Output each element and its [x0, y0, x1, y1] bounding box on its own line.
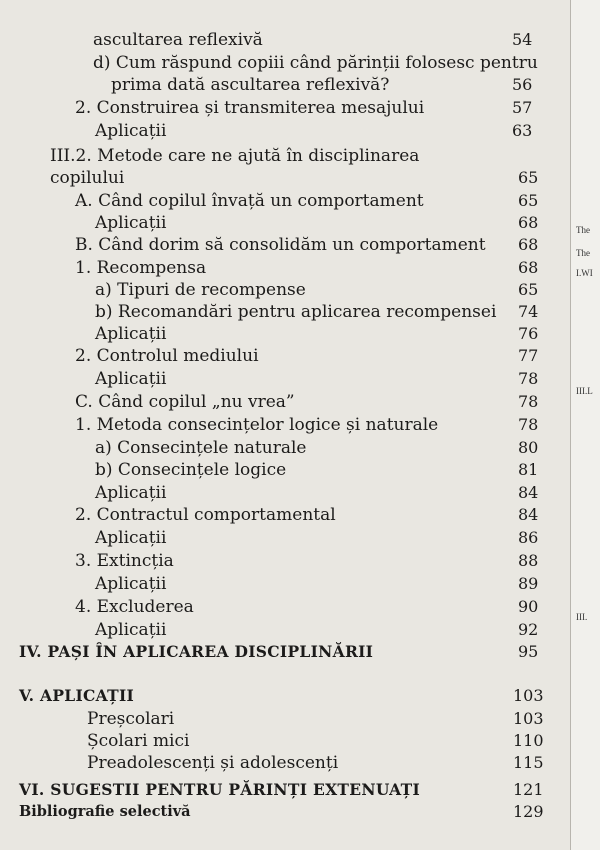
toc-entry-label: Aplicații	[95, 121, 167, 141]
toc-entry-label: Aplicații	[95, 324, 167, 344]
toc-chapter-page: 95	[518, 642, 539, 661]
toc-entry	[0, 595, 550, 619]
toc-entry	[0, 572, 550, 596]
toc-entry-label: A. Când copilul învață un comportament	[75, 191, 424, 211]
toc-entry-label: Bibliografie selectivă	[19, 803, 191, 820]
toc-entry-page: 77	[518, 346, 539, 365]
toc-entry-label: a) Consecințele naturale	[95, 438, 307, 458]
toc-entry-page: 65	[518, 280, 539, 299]
toc-entry-label: b) Consecințele logice	[95, 460, 287, 480]
toc-entry	[0, 751, 550, 775]
toc-entry	[0, 707, 550, 731]
toc-chapter-page: 121	[513, 780, 544, 799]
toc-entry-page: 92	[518, 620, 539, 639]
toc-entry-label: 2. Controlul mediului	[75, 346, 259, 366]
edge-fragment: I.WI	[576, 268, 593, 278]
toc-entry-page: 65	[518, 191, 539, 210]
toc-entry-label: Aplicații	[95, 213, 167, 233]
toc-entry	[0, 144, 550, 168]
toc-entry-page: 57	[512, 98, 533, 117]
toc-entry-page: 56	[512, 75, 533, 94]
toc-entry	[0, 96, 550, 120]
toc-entry-page: 86	[518, 528, 539, 547]
toc-entry	[0, 278, 550, 302]
toc-entry-page: 115	[513, 753, 544, 772]
toc-entry-label: Preșcolari	[87, 709, 175, 729]
toc-entry-label: Aplicații	[95, 528, 167, 548]
toc-entry-page: 68	[518, 235, 539, 254]
toc-entry-label: Aplicații	[95, 483, 167, 503]
toc-entry-label: 2. Contractul comportamental	[75, 505, 336, 525]
toc-entry-label: 1. Metoda consecințelor logice și naturale	[75, 415, 439, 435]
toc-entry-page: 129	[513, 802, 544, 821]
toc-entry	[0, 256, 550, 280]
toc-chapter-page: 103	[513, 686, 544, 705]
edge-fragment: III.	[576, 612, 588, 622]
toc-entry-label: prima dată ascultarea reflexivă?	[111, 75, 390, 95]
toc-entry-label: Aplicații	[95, 620, 167, 640]
toc-entry-page: 63	[512, 121, 533, 140]
toc-entry	[0, 526, 550, 550]
toc-entry-page: 65	[518, 168, 539, 187]
toc-chapter-label: IV. PAȘI ÎN APLICAREA DISCIPLINĂRII	[19, 642, 374, 661]
toc-entry-label: C. Când copilul „nu vrea”	[75, 392, 295, 412]
toc-entry	[0, 119, 550, 143]
toc-entry-page: 78	[518, 369, 539, 388]
toc-entry-page: 54	[512, 30, 533, 49]
toc-entry-label: copilului	[50, 168, 125, 188]
toc-entry	[0, 166, 550, 190]
toc-entry-label: Aplicații	[95, 369, 167, 389]
toc-chapter	[0, 640, 550, 664]
toc-entry	[0, 73, 550, 97]
toc-entry	[0, 436, 550, 460]
toc-entry-page: 110	[513, 731, 544, 750]
toc-entry-label: a) Tipuri de recompense	[95, 280, 306, 300]
toc-entry-page: 90	[518, 597, 539, 616]
toc-entry-page: 78	[518, 415, 539, 434]
toc-entry-label: III.2. Metode care ne ajută în disciplinarea	[50, 146, 420, 166]
toc-entry-label: b) Recomandări pentru aplicarea recompensei	[95, 302, 497, 322]
toc-entry	[0, 28, 550, 52]
toc-entry-page: 76	[518, 324, 539, 343]
toc-entry-page: 103	[513, 709, 544, 728]
toc-entry	[0, 458, 550, 482]
edge-fragment: The	[576, 225, 590, 235]
toc-entry-label: 2. Construirea și transmiterea mesajului	[75, 98, 425, 118]
toc-entry-page: 84	[518, 483, 539, 502]
toc-entry-label: d) Cum răspund copiii când părinții folosesc pentru	[93, 53, 538, 73]
toc-entry	[0, 481, 550, 505]
toc-entry	[0, 233, 550, 257]
toc-entry-page: 68	[518, 258, 539, 277]
toc-entry-label: 4. Excluderea	[75, 597, 194, 617]
toc-entry-page: 84	[518, 505, 539, 524]
toc-entry	[0, 413, 550, 437]
toc-entry	[0, 390, 550, 414]
toc-entry	[0, 189, 550, 213]
toc-entry	[0, 344, 550, 368]
toc-entry-page: 89	[518, 574, 539, 593]
toc-chapter	[0, 684, 550, 708]
toc-entry-page: 88	[518, 551, 539, 570]
toc-chapter	[0, 778, 550, 802]
toc-entry	[0, 211, 550, 235]
toc-entry	[0, 618, 550, 642]
toc-chapter-label: VI. SUGESTII PENTRU PĂRINȚI EXTENUAȚI	[19, 780, 421, 799]
toc-entry	[0, 367, 550, 391]
toc-entry	[0, 549, 550, 573]
toc-entry-label: Școlari mici	[87, 731, 190, 751]
toc-entry-label: B. Când dorim să consolidăm un comportament	[75, 235, 486, 255]
toc-entry-label: 3. Extincția	[75, 551, 174, 571]
toc-entry-label: Preadolescenți și adolescenți	[87, 753, 339, 773]
toc-entry-label: 1. Recompensa	[75, 258, 207, 278]
toc-chapter-label: V. APLICAȚII	[19, 686, 135, 705]
toc-entry-page: 74	[518, 302, 539, 321]
toc-entry-page: 68	[518, 213, 539, 232]
toc-entry-label: Aplicații	[95, 574, 167, 594]
toc-entry	[0, 503, 550, 527]
toc-entry	[0, 800, 550, 824]
toc-entry	[0, 51, 550, 75]
toc-entry-page: 78	[518, 392, 539, 411]
toc-entry-page: 81	[518, 460, 539, 479]
adjacent-page-edge	[570, 0, 600, 850]
toc-entry	[0, 322, 550, 346]
edge-fragment: III.L	[576, 386, 593, 396]
toc-entry	[0, 729, 550, 753]
edge-fragment: The	[576, 248, 590, 258]
toc-entry-page: 80	[518, 438, 539, 457]
toc-entry-label: ascultarea reflexivă	[93, 30, 263, 50]
toc-entry	[0, 300, 550, 324]
